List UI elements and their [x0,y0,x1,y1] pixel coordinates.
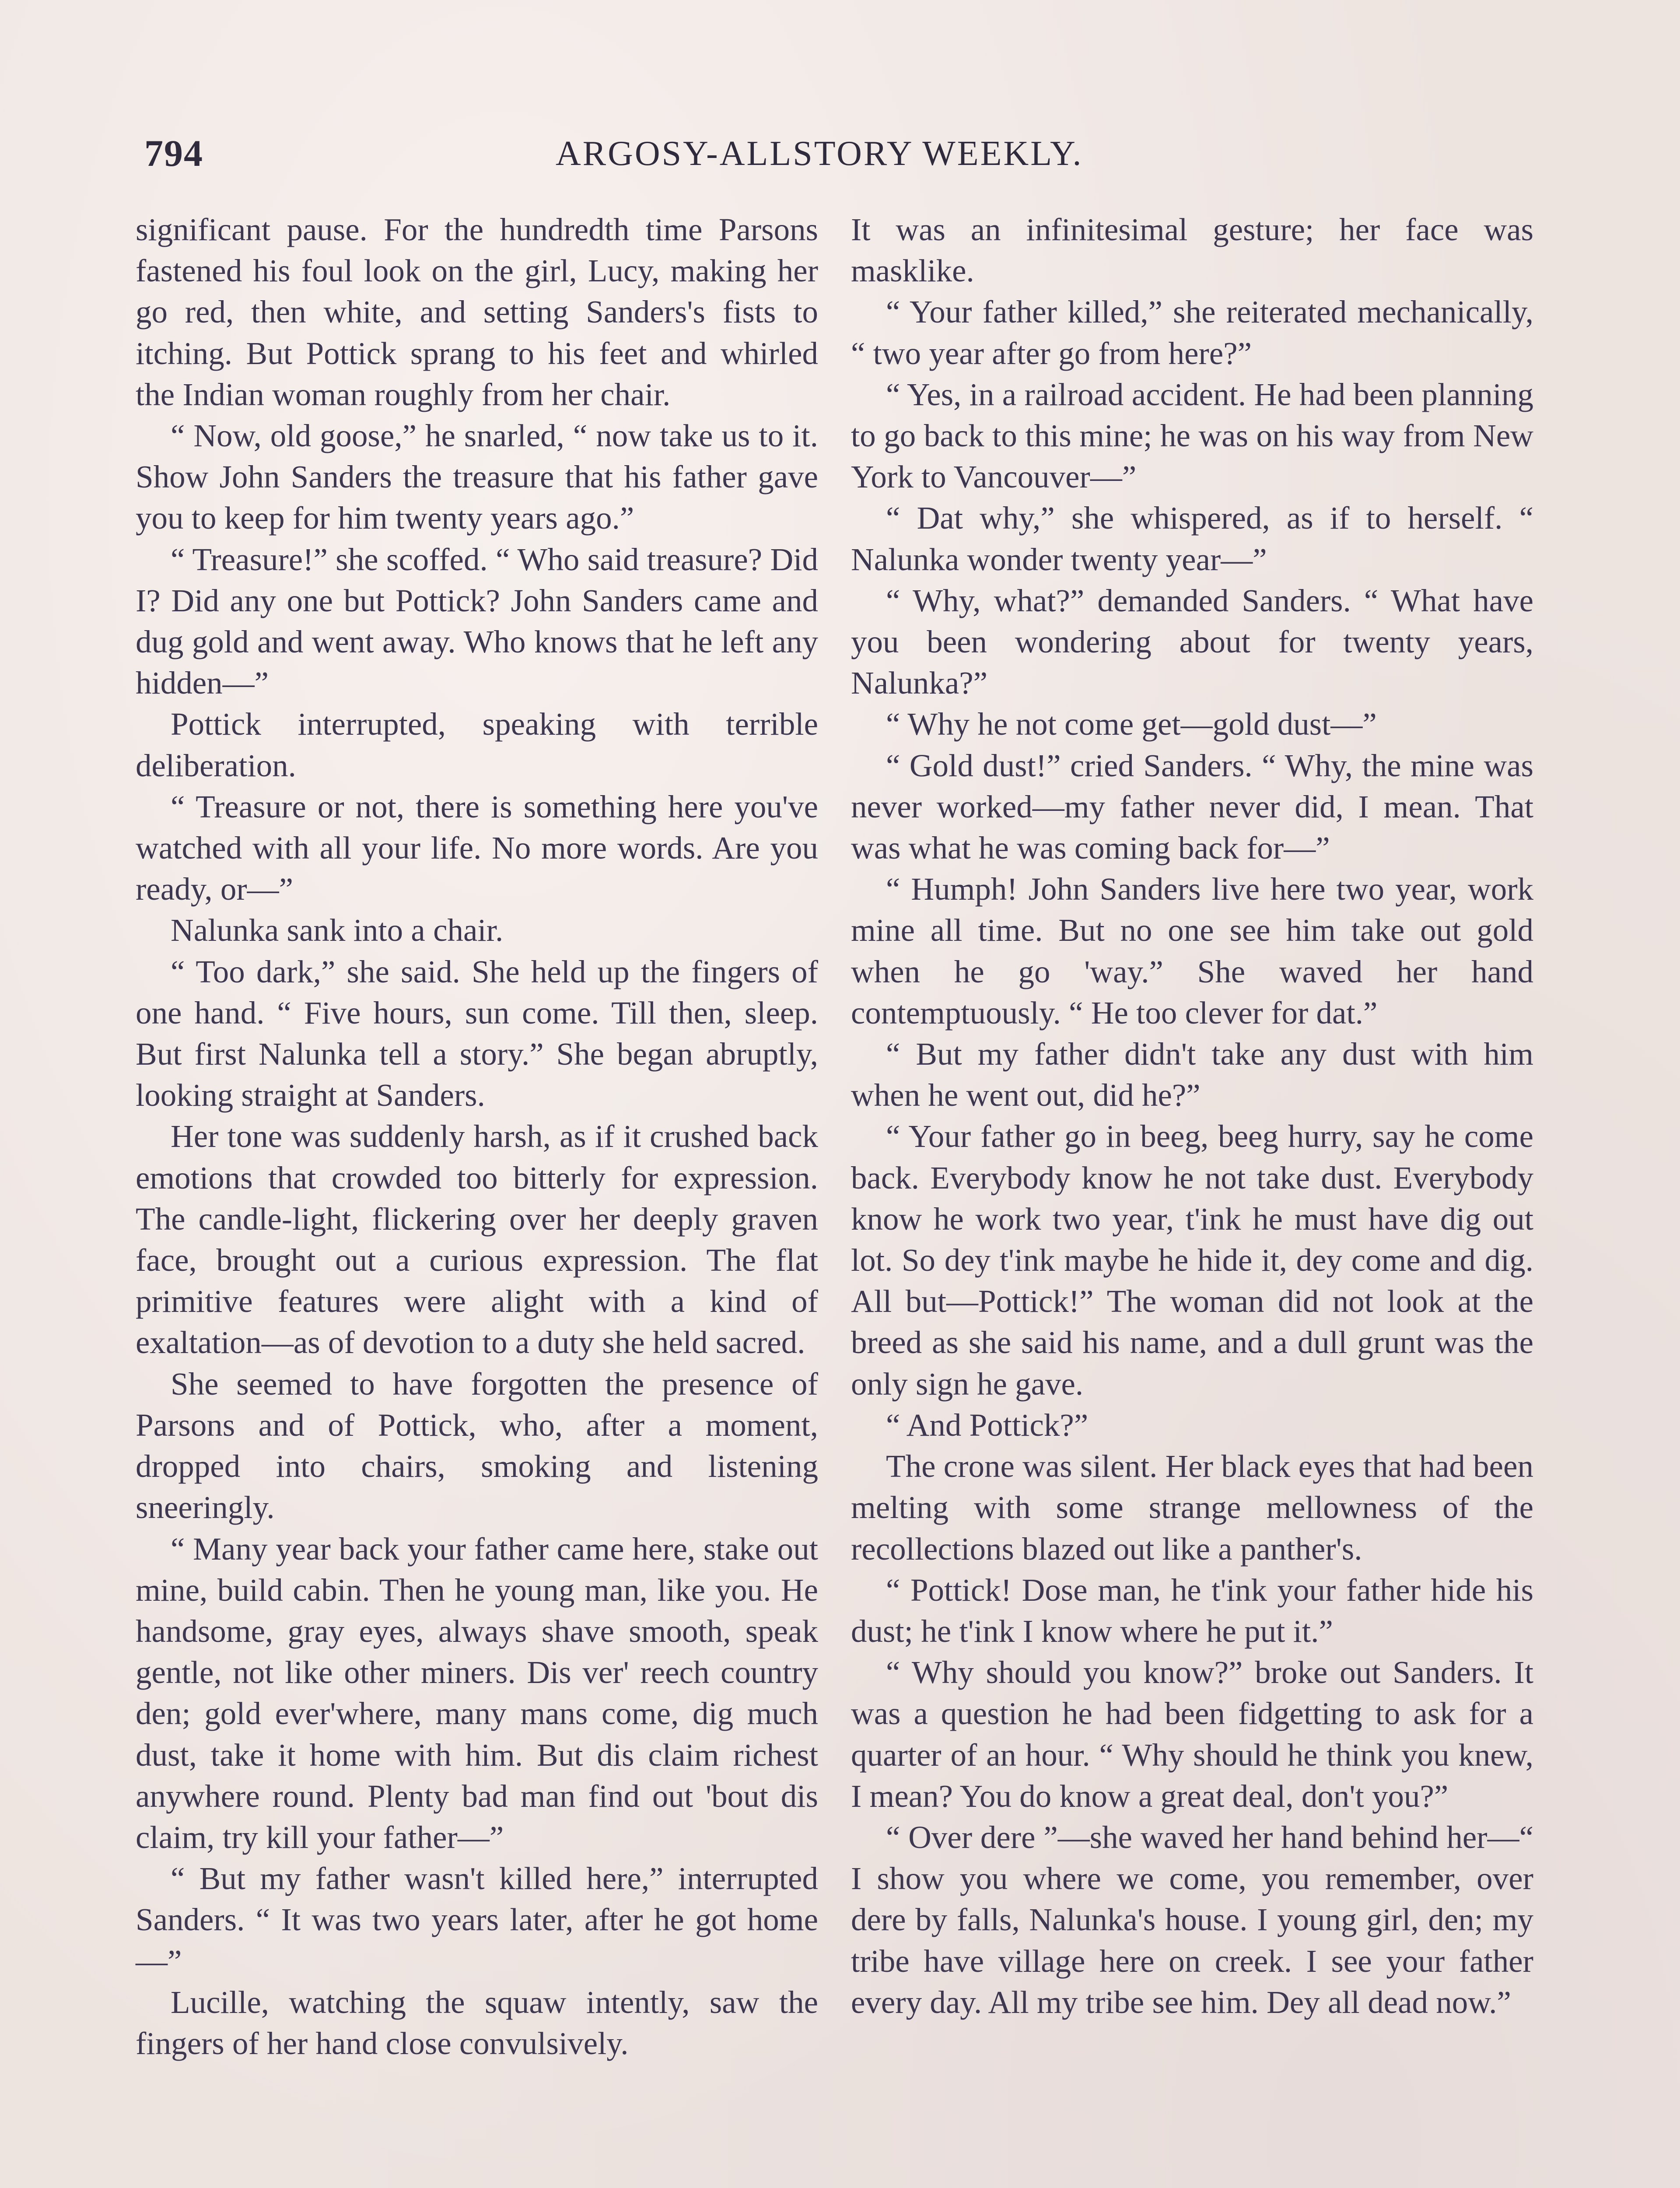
paragraph: She seemed to have forgotten the presence of Parsons and of Pottick, who, after a moment, dropped into chairs, smoking and listening sneeringly. [136,1366,818,1525]
paragraph: “ Many year back your father came here, stake out mine, build cabin. Then he young man, like you. He handsome, gray eyes, always shave smooth, speak gentle, not like other miners. Dis ver' reech country den; gold ever'where, many mans come, dig much dust, take it home with him. But dis claim richest anywhere round. Plenty bad man find out 'bout dis claim, try kill your father—” [136,1531,818,1855]
paragraph: “ Over dere ”—she waved her hand behind her—“ I show you where we come, you remember, over dere by falls, Nalunka's house. I young girl, den; my tribe have village here on creek. I see your father every day. All my tribe see him. Dey all dead now.” [851,1819,1533,2020]
paragraph: “ Yes, in a railroad accident. He had been planning to go back to this mine; he was on his way from New York to Vancouver—” [851,376,1533,495]
paragraph: Pottick interrupted, speaking with terrible deliberation. [136,706,818,783]
paragraph: “ Your father go in beeg, beeg hurry, say he come back. Everybody know he not take dust. Everybody know he work two year, t'ink he must have dig out lot. So dey t'ink maybe he hide it, dey come and dig. All but—Pottick!” The woman did not look at the breed as she said his name, and a dull grunt was the only sign he gave. [851,1119,1533,1402]
page-header [144,131,1553,188]
paragraph: Nalunka sank into a chair. [171,912,504,948]
paragraph: Her tone was suddenly harsh, as if it crushed back emotions that crowded too bitterly for expression. The candle-light, flickering over her deeply graven face, brought out a curious expression. The flat primitive features were alight with a kind of exaltation—as of devotion to a duty she held sacred. [136,1119,818,1360]
paragraph: “ Dat why,” she whispered, as if to herself. “ Nalunka wonder twenty year—” [851,500,1533,577]
paragraph: “ But my father wasn't killed here,” interrupted Sanders. “ It was two years later, after he got home—” [136,1861,818,1979]
paragraph: Lucille, watching the squaw intently, saw the fingers of her hand close convulsively. [136,1984,818,2061]
paragraph: “ Your father killed,” she reiterated mechanically, “ two year after go from here?” [851,294,1533,371]
paragraph: “ Pottick! Dose man, he t'ink your father hide his dust; he t'ink I know where he put it.” [851,1572,1533,1649]
left-column [136,209,818,2064]
paragraph: “ Treasure or not, there is something here you've watched with all your life. No more words. Are you ready, or—” [136,789,818,907]
page-number: 794 [144,132,203,174]
paragraph: “ Why, what?” demanded Sanders. “ What have you been wondering about for twenty years, Nalunka?” [851,582,1533,701]
paragraph: “ But my father didn't take any dust with him when he went out, did he?” [851,1036,1533,1113]
paragraph: “ And Pottick?” [886,1407,1088,1443]
right-column [851,209,1533,2023]
paragraph: It was an infinitesimal gesture; her face was masklike. [851,212,1533,289]
paragraph: “ Why he not come get—gold dust—” [886,706,1377,742]
paragraph: “ Treasure!” she scoffed. “ Who said treasure? Did I? Did any one but Pottick? John Sanders came and dug gold and went away. Who knows that he left any hidden—” [136,541,818,701]
paragraph: “ Why should you know?” broke out Sanders. It was a question he had been fidgetting to ask for a quarter of an hour. “ Why should he think you knew, I mean? You do know a great deal, don't you?” [851,1655,1533,1814]
paragraph: “ Now, old goose,” he snarled, “ now take us to it. Show John Sanders the treasure that his father gave you to keep for him twenty years ago.” [136,418,818,536]
paragraph: “ Too dark,” she said. She held up the fingers of one hand. “ Five hours, sun come. Till then, sleep. But first Nalunka tell a story.” She began abruptly, looking straight at Sanders. [136,954,818,1113]
paragraph: “ Humph! John Sanders live here two year, work mine all time. But no one see him take out gold when he go 'way.” She waved her hand contemptuously. “ He too clever for dat.” [851,871,1533,1031]
paragraph: The crone was silent. Her black eyes that had been melting with some strange mellowness of the recollections blazed out like a panther's. [851,1448,1533,1567]
paragraph: “ Gold dust!” cried Sanders. “ Why, the mine was never worked—my father never did, I mean. That was what he was coming back for—” [851,747,1533,866]
running-head: ARGOSY-ALLSTORY WEEKLY. [556,134,1083,173]
paragraph: significant pause. For the hundredth time Parsons fastened his foul look on the girl, Lucy, making her go red, then white, and setting Sanders's fists to itching. But Pottick sprang to his feet and whirled the Indian woman roughly from her chair. [136,212,818,412]
